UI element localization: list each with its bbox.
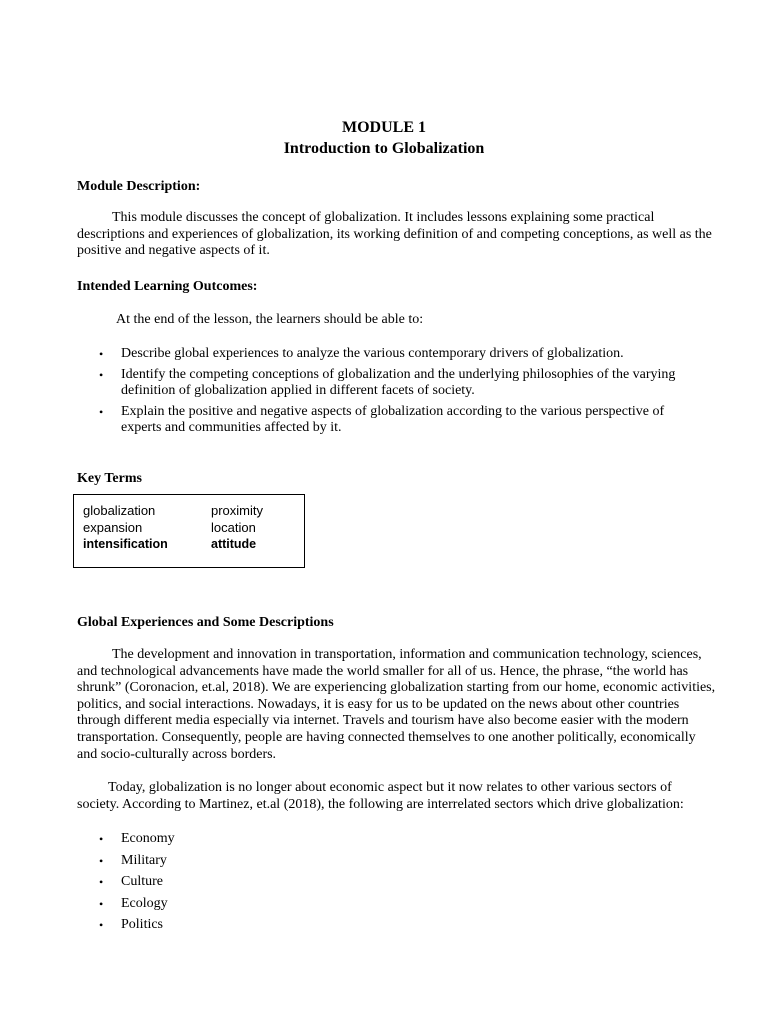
learning-outcomes-list: [77, 346, 697, 441]
global-experiences-paragraph-2: Today, globalization is no longer about economic aspect but it now relates to other various sectors of society. According to Martinez, et.al (2018), the following are interrelated sectors which drive globalization:: [77, 780, 684, 812]
bullet-icon: •: [99, 918, 104, 933]
sectors-list: [77, 831, 175, 939]
outcome-text: Explain the positive and negative aspects of globalization according to the various perspective of experts and communities affected by it.: [121, 403, 665, 435]
key-terms-heading: Key Terms: [77, 471, 142, 486]
key-term: intensification: [83, 537, 168, 551]
list-item: [77, 346, 697, 363]
sector-text: Culture: [121, 874, 163, 890]
key-terms-left-column: [83, 502, 168, 553]
list-item: [77, 896, 175, 918]
outcome-text: Identify the competing conceptions of globalization and the underlying philosophies of the varying definition of globalization applied in different facets of society.: [121, 366, 676, 398]
sector-text: Ecology: [121, 895, 168, 911]
bullet-icon: •: [99, 853, 104, 868]
module-number: MODULE 1: [342, 119, 426, 136]
list-item: [77, 853, 175, 875]
bullet-icon: •: [99, 896, 104, 911]
key-terms-right-column: [211, 502, 263, 553]
module-description-heading: Module Description:: [77, 179, 201, 194]
key-term: proximity: [211, 503, 264, 518]
key-terms-box: [73, 494, 305, 568]
sector-text: Politics: [121, 917, 164, 933]
bullet-icon: •: [99, 347, 104, 361]
learning-outcomes-intro: At the end of the lesson, the learners should be able to:: [116, 312, 424, 327]
list-item: [77, 874, 175, 896]
sector-text: Military: [121, 852, 167, 868]
outcome-text: Describe global experiences to analyze the various contemporary drivers of globalization.: [121, 346, 624, 361]
list-item: [77, 404, 697, 437]
key-term: location: [211, 520, 256, 535]
list-item: [77, 367, 697, 400]
global-experiences-paragraph-1: The development and innovation in transportation, information and communication technology, sciences, and technological advancements have made the world smaller for all of us. Hence, the phrase, “the world has shrunk” (Coronacion, et.al, 2018). We are experiencing globalization starting from our home, economic activities, politics, and social interactions. Nowadays, it is easy for us to be updated on the news about other countries through different media especially via internet. Travels and tourism have also become easier with the modern transportation. Consequently, people are having connected themselves to one another politically, economically and socio-culturally across borders.: [77, 647, 716, 762]
list-item: [77, 831, 175, 853]
key-term: globalization: [83, 503, 156, 518]
bullet-icon: •: [99, 875, 104, 890]
module-title: Introduction to Globalization: [283, 140, 485, 157]
bullet-icon: •: [99, 367, 104, 382]
key-term: expansion: [83, 520, 143, 535]
sector-text: Economy: [121, 831, 175, 846]
global-experiences-heading: Global Experiences and Some Descriptions: [77, 615, 334, 630]
key-term: attitude: [211, 537, 257, 551]
bullet-icon: •: [99, 832, 104, 846]
learning-outcomes-heading: Intended Learning Outcomes:: [77, 279, 258, 294]
list-item: [77, 917, 175, 939]
bullet-icon: •: [99, 404, 104, 419]
module-description-text: This module discusses the concept of globalization. It includes lessons explaining some practical descriptions and experiences of globalization, its working definition of and competing conceptions, as well as the positive and negative aspects of it.: [77, 210, 712, 259]
